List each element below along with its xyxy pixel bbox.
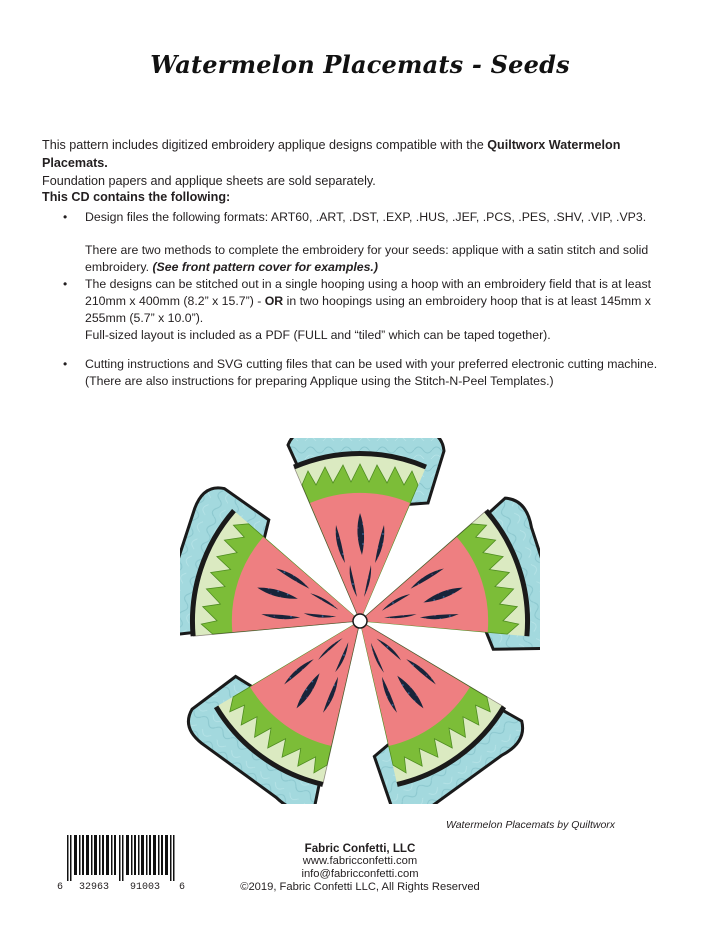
item-2-or: OR <box>264 294 284 308</box>
publisher-footer <box>220 842 500 894</box>
page-title: Watermelon Placemats - Seeds <box>150 50 570 79</box>
barcode-digit-left: 6 <box>57 882 64 893</box>
intro-product-name: Quiltworx Watermelon Placemats. <box>42 138 621 170</box>
barcode-bars-icon <box>57 835 187 881</box>
item-2-line3: 255mm (5.7” x 10.0”). <box>85 311 204 325</box>
website-link[interactable]: www.fabricconfetti.com <box>302 855 418 867</box>
item-1-text: Design files the following formats: ART60, .ART, .DST, .EXP, .HUS, .JEF, .PCS, .PES, .SHV, .VIP, .VP3. <box>85 210 647 224</box>
intro-paragraph <box>42 136 682 190</box>
barcode-group-1: 32963 <box>79 882 110 893</box>
item-3-text <box>85 356 675 390</box>
copyright-text: ©2019, Fabric Confetti LLC, All Rights Reserved <box>240 881 480 893</box>
item-2-line2b: in two hoopings using an embroidery hoop that is at least 145mm x <box>283 294 651 308</box>
illustration-caption: Watermelon Placemats by Quiltworx <box>446 819 616 831</box>
item-3-line2: (There are also instructions for preparing Applique using the Stitch-N-Peel Templates.) <box>85 374 554 388</box>
item-1-sub <box>85 242 675 276</box>
barcode-group-2: 91003 <box>130 882 161 893</box>
company-name: Fabric Confetti, LLC <box>304 842 416 855</box>
contents-heading: This CD contains the following: <box>42 190 231 204</box>
bullet-1: • <box>63 210 68 224</box>
watermelon-placemats-illustration <box>180 438 540 804</box>
bullet-3: • <box>63 357 68 371</box>
intro-text-before: This pattern includes digitized embroidery applique designs compatible with the <box>42 138 488 152</box>
item-1-sub-emphasis: (See front pattern cover for examples.) <box>152 260 378 274</box>
barcode-digit-right: 6 <box>179 882 186 893</box>
upc-barcode <box>57 835 187 895</box>
item-2-sub: Full-sized layout is included as a PDF (FULL and “tiled” which can be taped together). <box>85 328 551 342</box>
item-2-line2a: 210mm x 400mm (8.2” x 15.7”) - <box>85 294 265 308</box>
item-3-line1: Cutting instructions and SVG cutting files that can be used with your preferred electronic cutting machine. <box>85 357 658 371</box>
intro-text-after: Foundation papers and applique sheets are sold separately. <box>42 174 376 188</box>
item-2-line1: The designs can be stitched out in a single hooping using a hoop with an embroidery field that is at least <box>85 277 652 291</box>
bullet-2: • <box>63 277 68 291</box>
item-1-sub-line2: embroidery. <box>85 260 153 274</box>
item-2-text <box>85 276 675 327</box>
email-link[interactable]: info@fabricconfetti.com <box>301 868 419 880</box>
item-1-sub-line1: There are two methods to complete the embroidery for your seeds: applique with a satin stitch and solid <box>85 243 649 257</box>
